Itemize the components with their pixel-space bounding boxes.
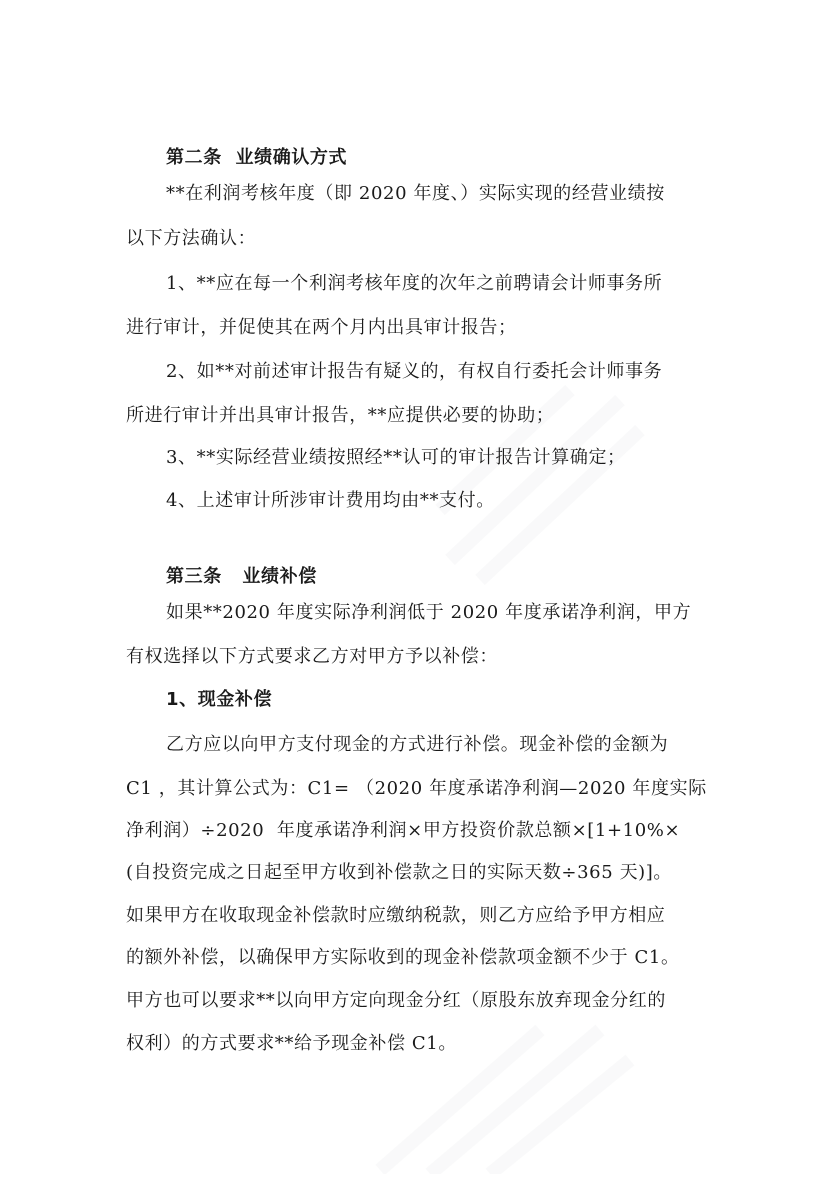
cash-compensation-line-1: 乙方应以向甲方支付现金的方式进行补偿。现金补偿的金额为 [166,734,669,755]
cash-compensation-line-3: 净利润）÷2020 年度承诺净利润×甲方投资价款总额×[1+10%× [126,820,681,841]
cash-compensation-line-7: 甲方也可以要求**以向甲方定向现金分红（原股东放弃现金分红的 [126,990,666,1011]
cash-compensation-line-2: C1 ，其计算公式为：C1= （2020 年度承诺净利润—2020 年度实际 [126,778,707,799]
article-2-item-4: 4、上述审计所涉审计费用均由**支付。 [166,490,495,511]
article-2-item-2-line-2: 所进行审计并出具审计报告，**应提供必要的协助； [126,405,555,426]
article-3-intro-line-2: 有权选择以下方式要求乙方对甲方予以补偿： [126,646,498,667]
article-2-item-1-line-2: 进行审计，并促使其在两个月内出具审计报告； [126,317,517,338]
article-2-item-3: 3、**实际经营业绩按照经**认可的审计报告计算确定； [166,447,626,468]
article-2-item-1-line-1: 1、**应在每一个利润考核年度的次年之前聘请会计师事务所 [166,273,663,294]
article-2-intro-line-2: 以下方法确认： [126,228,257,249]
cash-compensation-line-6: 的额外补偿，以确保甲方实际收到的现金补偿款项金额不少于 C1。 [126,947,680,968]
article-2-intro-line-1: **在利润考核年度（即 2020 年度、）实际实现的经营业绩按 [166,183,665,204]
cash-compensation-line-4: (自投资完成之日起至甲方收到补偿款之日的实际天数÷365 天)]。 [126,862,673,883]
cash-compensation-heading: 1、现金补偿 [166,689,273,710]
watermark-graphic [420,360,660,600]
article-3-heading: 第三条 业绩补偿 [166,566,317,587]
cash-compensation-line-8: 权利）的方式要求**给予现金补偿 C1。 [126,1033,457,1054]
cash-compensation-line-5: 如果甲方在收取现金补偿款时应缴纳税款，则乙方应给予甲方相应 [126,905,666,926]
article-2-item-2-line-1: 2、如**对前述审计报告有疑义的，有权自行委托会计师事务 [166,361,663,382]
article-3-intro-line-1: 如果**2020 年度实际净利润低于 2020 年度承诺净利润，甲方 [166,602,692,623]
article-2-heading: 第二条 业绩确认方式 [166,147,348,168]
